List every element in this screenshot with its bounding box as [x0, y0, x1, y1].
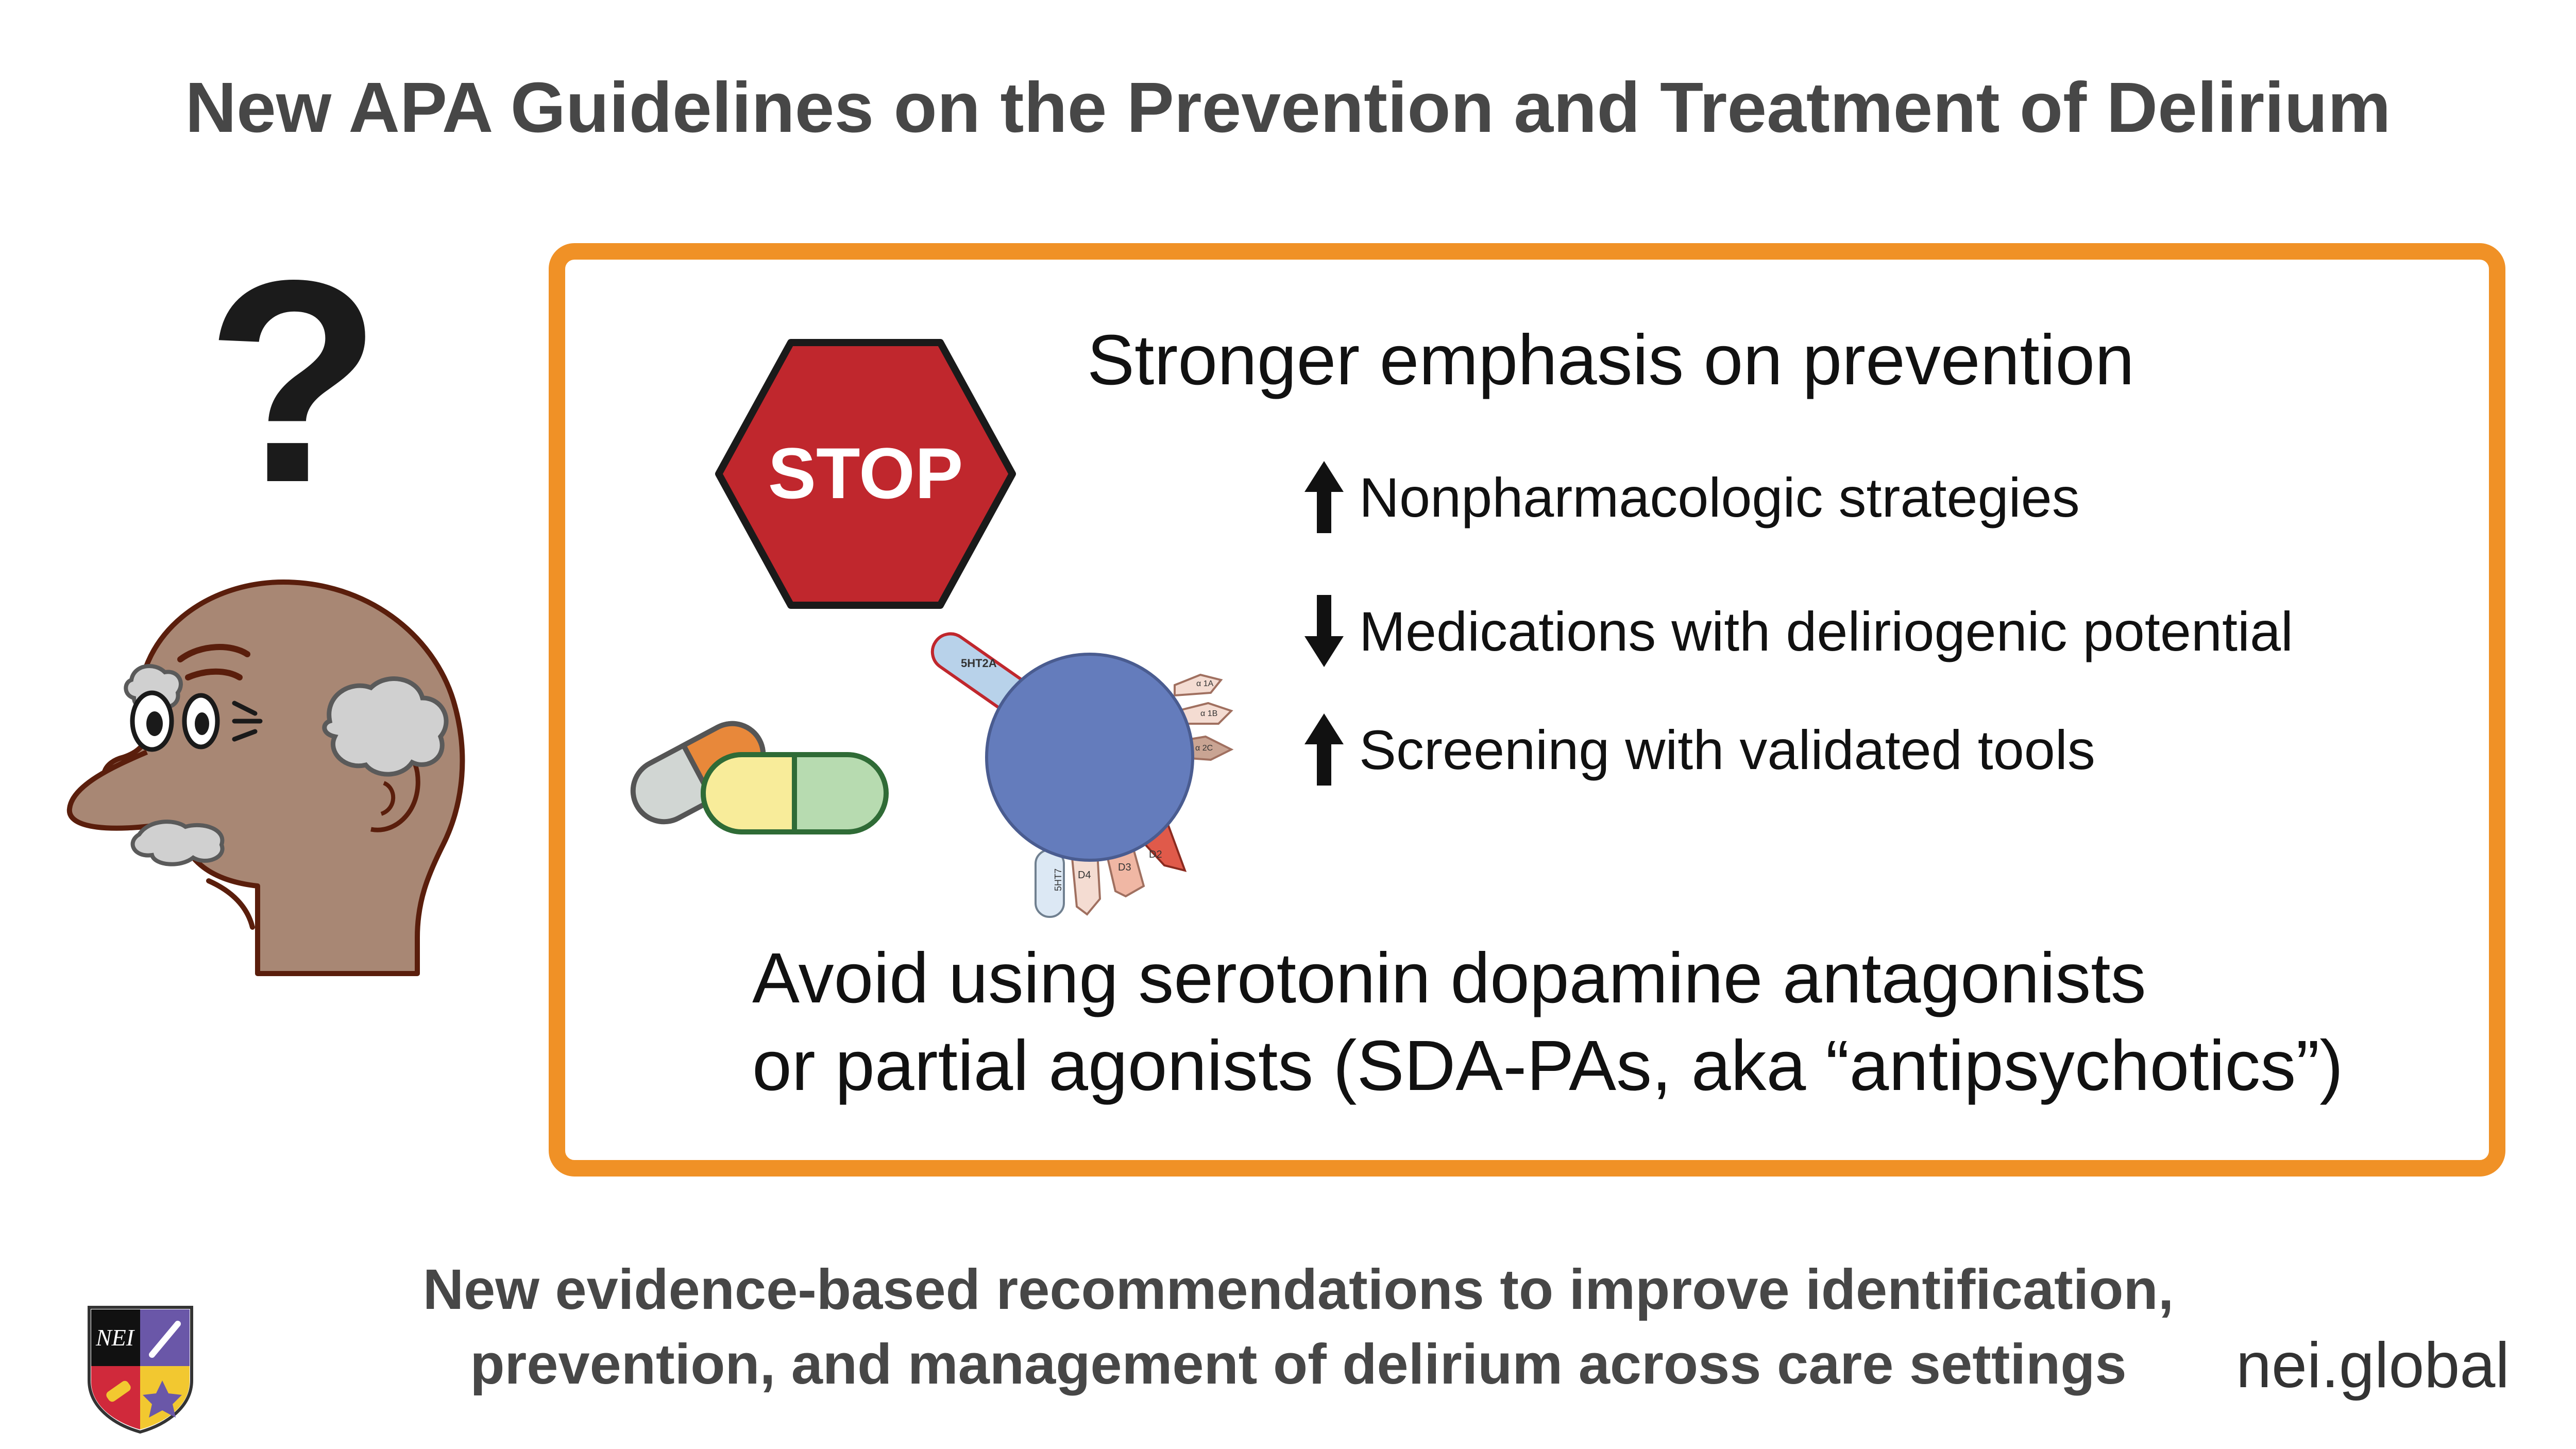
bullet-text: Medications with deliriogenic potential	[1359, 600, 2294, 662]
site-link[interactable]: nei.global	[2236, 1330, 2510, 1401]
avoid-line-2: or partial agonists (SDA-PAs, aka “antipsychotics”)	[752, 1026, 2344, 1105]
question-mark-icon: ?	[205, 220, 382, 542]
footer-line-2: prevention, and management of delirium across care settings	[470, 1333, 2127, 1396]
receptor-label-5ht2a: 5HT2A	[961, 657, 997, 670]
bullet-text: Nonpharmacologic strategies	[1359, 466, 2080, 529]
bullet-item	[1303, 590, 2293, 672]
arrow-up-icon	[1303, 708, 1345, 791]
confused-man-illustration	[62, 567, 495, 999]
receptor-label-a2c: α 2C	[1195, 744, 1213, 753]
stop-sign-icon	[714, 337, 1018, 610]
bullet-item	[1303, 456, 2080, 538]
stop-sign-label: STOP	[768, 433, 963, 514]
footer-line-1: New evidence-based recommendations to improve identification,	[422, 1258, 2174, 1321]
logo-text: NEI	[95, 1324, 134, 1351]
arrow-down-icon	[1303, 590, 1345, 672]
receptor-label-d2: D2	[1149, 849, 1162, 860]
avoid-line-1: Avoid using serotonin dopamine antagonists	[752, 939, 2146, 1018]
nei-logo	[85, 1303, 196, 1435]
receptor-label-d3: D3	[1118, 862, 1131, 873]
bullet-text: Screening with validated tools	[1359, 718, 2095, 781]
arrow-up-icon	[1303, 456, 1345, 538]
receptor-label-d4: D4	[1078, 870, 1091, 881]
receptor-label-5ht7: 5HT7	[1053, 868, 1063, 891]
pill-capsules-icon	[618, 680, 896, 850]
panel-heading: Stronger emphasis on prevention	[1087, 320, 2134, 400]
receptor-label-a1b: α 1B	[1200, 709, 1218, 718]
receptor-label-a1a: α 1A	[1196, 679, 1214, 688]
page-title: New APA Guidelines on the Prevention and Treatment of Delirium	[185, 68, 2391, 147]
bullet-item	[1303, 708, 2095, 791]
receptor-binding-diagram	[922, 618, 1262, 922]
